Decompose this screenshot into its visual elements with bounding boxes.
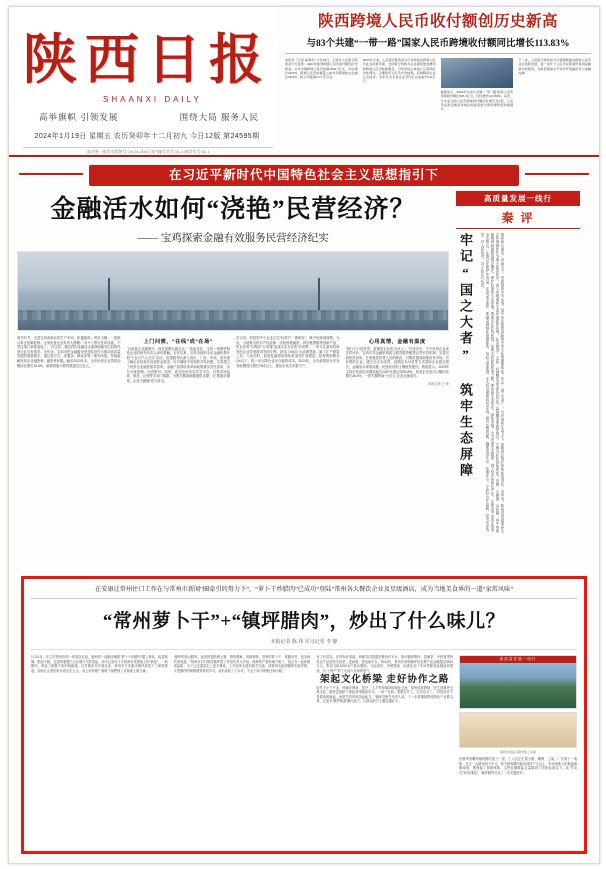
sidebar-title: 牢记“国之大者” 筑牢生态屏障: [458, 233, 473, 479]
tagline-left: 高举旗帜 引领发展: [39, 112, 119, 122]
feature-subheading: 上门问需，“在线”成“在场”: [143, 339, 213, 345]
masthead-tagline: [39, 111, 259, 123]
highlight-column: 1月11日，在江苏常州市的一家饭店后厨，厨师将一盘刚出锅的“萝卜干炒腊肉”端上餐桌。咸香微辣、肥而不腻，这道带着秦巴山区烟火气的菜品，如今已成为不少常州市民餐桌上的“新宠”。一块腊肉，串起了相隔千里的两座城。自苏陕协作开展以来，常州市与安康市镇坪县结下了深厚情谊。如何让山里的好东西走出大山、卖上好价钱？两地干部想到了从餐桌上做文章。: [31, 655, 168, 673]
feature-column: [127, 336, 231, 568]
sidebar-text: 秦岭和合南北、泽被天下，是我国的中央水塔，是中华民族的祖脉和中华文化的重要象征。牢记“国之大者”，当好秦岭生态卫士，是陕西必须扛牢的政治责任。近年来，陕西坚持把秦岭生态环境保护作为重大政治任务，深入实施秦岭生态环境保护条例，扎实推进“五乱”问题整治常态化长效化，森林覆盖率稳步提升，生物多样性持续恢复，朱鹮、大熊猫、金丝猴、羚牛等珍稀物种种群数量稳定增长。保护好秦岭生态环境，既要守住红线底线，也要走好绿色转型之路。要坚持生态优先、绿色发展，大力发展生态旅游、林下经济等特色产业，让绿水青山真正变成金山银山，让群众在保护中受益、在受益中保护。要健全网格化管理体系，用好卫星遥感、无人机巡查等科技手段，提升监管效能，确保发现在早、处置在小。守护好这片祖脉，是对历史负责、对人民负责、对子孙后代负责。: [480, 233, 504, 533]
newspaper-logo-pinyin: SHAANXI DAILY: [103, 95, 202, 104]
feature-subtitle: —— 宝鸡探索金融有效服务民营经济纪实: [137, 233, 329, 244]
water-shape: [18, 320, 448, 330]
sidebar-tag: 高质量发展一线行: [456, 191, 580, 206]
highlight-column: “镇坪的高山腊肉，选用的是散养土猪，柏枝慢熏，风味独特。常州的萝卜干，爽脆回甘，是本地的老味道。”常州市对口帮扶镇坪县工作组负责人介绍，两种特产看似毫不相干，组合在一起却相得益彰。为了让这道菜走上更多餐桌，工作组牵头组织厨艺交流，请常州名厨到镇坪实地考察，又把镇坪的师傅请到常州学习，前后试验了十余次，才定下如今的配比和火候。: [173, 655, 311, 673]
sidebar-label: 秦 评: [456, 209, 580, 229]
feature-subheading: 心用真情，金融有温度: [368, 339, 426, 345]
highlight-mid-heading: 架起文化桥梁 走好协作之路: [319, 675, 450, 685]
top-story-columns: [285, 58, 591, 140]
highlight-kicker: 在安康让常州住口工作在与常州市新闻“圈牵引的努力下”，“萝卜干炒腊肉”已成功“登陆”常州各大餐饮企业及星级酒店，成为当地美食界的一道“家常风味”: [31, 585, 577, 599]
highlight-right-column: [459, 655, 577, 854]
highlight-column: [316, 655, 453, 854]
sidebar-column: [456, 191, 580, 568]
feature-column-text: 在宝鸡，科技型中小企业往往“轻资产、重研发”，缺少传统抵押物。为此，当地推出知识产权质押、应收账款融资、供应链票据等创新产品，把企业的“专利池”“订单簿”变成实实在在的“信用票”。一家专注新材料研发的企业凭借数项发明专利，获得了800万元质押贷款，解了扩产燃眉之急。与此同时，政府性融资担保体系加快扩面增量，担保费率降至1%以下，进一步压降企业综合融资成本。2023年，全市政银担合作业务规模同比增长四成以上，惠及市场主体数千户。: [236, 336, 340, 368]
theme-banner: 在习近平新时代中国特色社会主义思想指引下: [89, 165, 519, 186]
top-story-column: 本报讯（记者 崔春华）1月18日，记者从人民银行陕西省分行获悉：2023年陕西跨境人民币收付额创历史新高，全年办理跨境人民币结算1563.7亿元，同比增长29.5%，跨境人民币结算量占本外币跨境收支比重达48.6%，较上年提高5.2个百分点。: [285, 58, 358, 80]
feature-byline: 本报记者 王 帅: [428, 381, 449, 386]
masthead-left: [9, 7, 277, 155]
bridge-tower-icon: [108, 278, 110, 312]
top-story-column: [441, 58, 514, 140]
top-story-column-text: 数据显示，2023年全省与共建“一带一路”国家人民币跨境收付额达345.6亿元，同比增长113.83%。其中，与中亚五国人民币跨境收付额同比增长近2倍，人民币在周边国家和地区的接受度与使用便利度持续提升。: [440, 90, 514, 112]
highlight-columns: [31, 655, 577, 854]
top-story-headline: 陕西跨境人民币收付额创历史新高: [317, 13, 558, 30]
top-story-thumbnail: [441, 58, 514, 88]
feature-column: [236, 336, 340, 568]
highlight-photo-caption: 镇坪县的高山腊肉加工车间: [500, 750, 537, 754]
highlight-byline: 本报记者 陈 玮 见习记者 李 静: [31, 638, 577, 650]
highlight-photo-secondary: [459, 712, 577, 748]
top-story: [277, 7, 599, 155]
highlight-photo-tag: 高质量发展一线行: [460, 656, 576, 663]
highlight-title: “常州萝卜干”+“镇坪腊肉”，炒出了什么味儿？: [102, 611, 506, 632]
highlight-photo: [459, 655, 577, 709]
feature-article: [17, 191, 449, 568]
masthead-date: 2024年1月19日 星期五 农历癸卯年十二月初九 今日12版 第24595期: [34, 133, 260, 140]
highlight-column-text: 有了好菜品，还得有好渠道。两地共同搭建消费协作平台，推动镇坪腊肉、富硒茶、中药材等特色农产品进机关食堂、进商超、进电商平台。2023年，常州市采购镇坪县农特产品金额超过3000万元，带动当地1200余户群众增收。与此同时，冷链物流、标准化加工车间等配套设施加快建设，让“土特产”有了走向大市场的底气。: [316, 655, 454, 673]
masthead-registration: 国内统一连续出版物号 CN 61-0001 国内邮发代号 51-1 邮发代号 51-1: [23, 147, 273, 157]
sidebar-vertical-body: [456, 233, 580, 533]
bridge-tower-icon: [318, 278, 320, 312]
masthead: [9, 7, 599, 157]
newspaper-logo: 陕西日报: [23, 30, 271, 90]
feature-column: [346, 336, 450, 568]
feature-column-text: “银行不只是放贷，更像是企业的‘合伙人’。”在采访中，不少民营企业家这样评价。宝鸡引导金融机构建立敢贷愿贷能贷会贷长效机制，完善尽职免责清单，打消基层信贷人员的顾虑；对暂时遇到困难但有市场、有前景的企业，通过无还本续贷、延期还本付息等方式帮助企业渡过难关。金融活水持续浇灌，民营经济的土壤愈发肥沃。数据显示，2023年宝鸡市民营经济增加值占GDP比重达到53.8%，民营企业进出口额同比增长26.4%，一批专精特新“小巨人”企业加速成长。: [345, 346, 449, 379]
newspaper-sheet: [8, 6, 600, 864]
tagline-right: 围绕大局 服务人民: [179, 112, 259, 122]
feature-title: 金融活水如何“浇艳”民营经济？: [50, 196, 416, 223]
highlight-column-text-2: 协作不止于产业。两地在教育、医疗、人才等领域持续深化交流，常州选派教师、医生到镇坪支教支医，镇坪也组织干部赴常州跟岗学习。一来一往间，思路打开了，办法也多了。“苏陕协作不是简单的输血，而是共同培育造血能力。”镇坪县相关负责人说，下一步将继续围绕特色产业做文章，让更多“镇坪味道”飘向远方，让群众的日子越过越红火。: [316, 685, 454, 703]
top-story-subhead: 与83个共建“一带一路”国家人民币跨境收付额同比增长113.83%: [285, 35, 591, 54]
feature-column-text: “以前是企业跑银行，现在是银行跑企业。”谈起变化，宝鸡一家精密制造企业的财务负责人深有感触。去年以来，宝鸡市组织全市金融机构开展“千企万户大走访”活动，组建服务队深入园区、厂房、车间，面对面了解企业经营状况和资金需求。针对调研中发现的共性问题，宝鸡建立了民营企业融资需求清单、金融产品供给清单和政策落实责任清单，实行台账管理、动态销号。同时，依托信用信息共享平台，归集市场监管、税务、社保等多部门数据，为银行精准画像提供支撑，让“数据多跑路、企业少跑腿”成为常态。: [126, 346, 230, 383]
feature-columns: [17, 336, 449, 568]
main-row: [17, 191, 591, 568]
page-body: [9, 191, 599, 854]
top-story-column: 2023年以来，人民银行陕西省分行持续优化跨境人民币业务政策环境，支持银行机构为企业提供更加便利的跨境人民币结算服务，引导市场主体树立汇率风险中性理念，合理使用人民币计价结算，有效降低企业汇兑成本。全年共为全省企业节约汇兑成本约4.2亿元。: [362, 58, 436, 84]
feature-photo: [17, 251, 449, 331]
feature-column-text: 寒冬时节，走进宝鸡高新区的生产车间，机器轰鸣、焊花飞溅，一批批订单正加紧赶制。这家民营企业负责人感慨：“多亏了银行及时放款，不然这笔订单就泡汤了。”在宝鸡，像这样因金融活水滋润而焕发生机的民营企业还有很多。近年来，宝鸡市把金融服务民营经济作为推动高质量发展的重要抓手，通过搭平台、优服务、降成本等一系列举措，持续破解民营企业融资难、融资贵问题。截至2023年末，全市民营企业贷款余额同比增长18.6%，新增普惠小微贷款超过百亿元。: [17, 336, 121, 368]
highlight-right-text: 在镇坪县曙坪镇的腊肉加工厂里，工人们正忙着分割、腌制、上架。厂长算了一笔账：过去一头猪卖两千多元，如今做成腊肉能卖到四千元以上。车间里新上的低温熏制设备，既保留了传统风味，又把亚硝酸盐含量降到了国家标准以下。从“作坊式”到“标准化”，镇坪腊肉完成了一次关键跃升。: [459, 757, 578, 775]
feature-column: [17, 336, 121, 568]
highlighted-article[interactable]: [21, 576, 587, 854]
top-story-column: 下一步，人民银行陕西省分行将继续推动跨境人民币业务创新发展，进一步扩大人民币在跨境贸易和投融资中的使用，为陕西更高水平对外开放提供有力金融支撑。: [518, 58, 591, 75]
theme-banner-wrap: [9, 163, 599, 189]
